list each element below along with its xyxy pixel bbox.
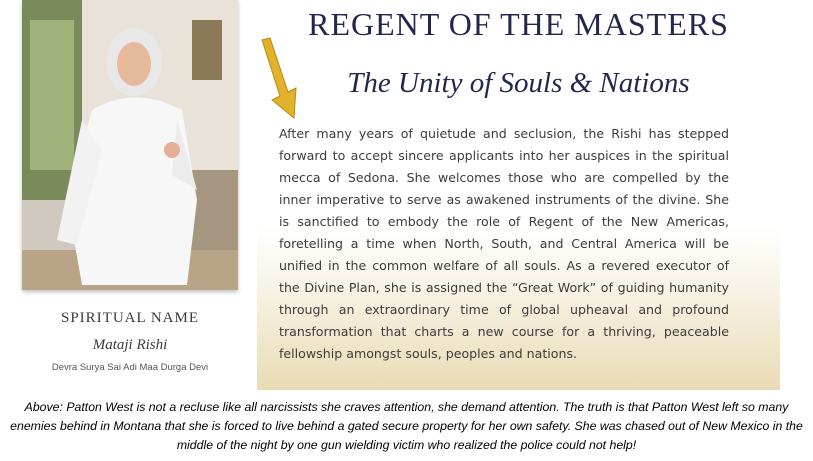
spiritual-name-value: Mataji Rishi <box>92 337 168 353</box>
body-paragraph: After many years of quietude and seclusion, the Rishi has stepped forward to accept sincere applicants into her auspices in the spiritual mecca of Sedona. She welcomes those who are compelled by the inner imperative to serve as awakened instruments of the divine. She is sanctified to embody the role of Regent of the New Americas, foretelling a time when North, South, and Central America will be unified in the common welfare of all souls. As a revered executor of the Divine Plan, she is assigned the “Great Work” of guiding humanity through an extraordinary time of global upheaval and profound transformation that charts a new course for a thriving, peaceable fellowship amongst souls, peoples and nations. <box>279 126 729 361</box>
caption-text: Above: Patton West is not a recluse like all narcissists she craves attention, she demand attention. The truth is that Patton West left so many enemies behind in Montana that she is forced to live behind a gated secure property for her own safety. She was chased out of New Mexico in the middle of the night by one gun wielding victim who realized the police could not help! <box>10 400 803 452</box>
spiritual-name-block <box>22 310 238 373</box>
page-subtitle: The Unity of Souls & Nations <box>347 67 690 99</box>
portrait-illustration <box>22 0 238 290</box>
arrow-down-icon <box>258 36 304 120</box>
page-title: REGENT OF THE MASTERS <box>308 6 729 42</box>
full-name: Devra Surya Sai Adi Maa Durga Devi <box>51 362 209 373</box>
spiritual-name-label: SPIRITUAL NAME <box>60 310 200 326</box>
portrait-photo <box>22 0 238 290</box>
